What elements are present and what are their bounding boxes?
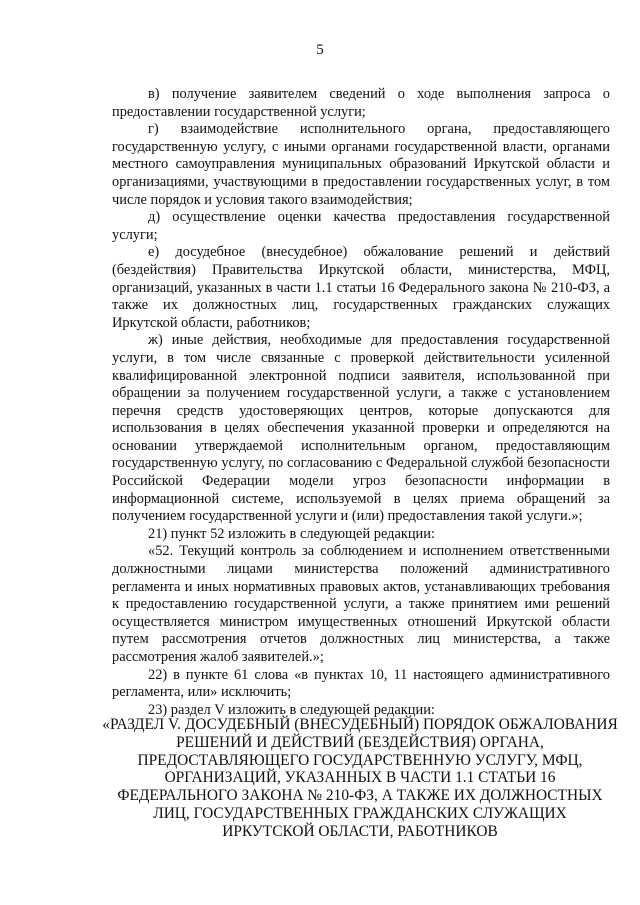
paragraph-d: д) осуществление оценки качества предоставления государственной услуги; bbox=[112, 209, 610, 243]
paragraph-e: е) досудебное (внесудебное) обжалование решений и действий (бездействия) Правительства Иркутской области, министерства, МФЦ, организаций, указанных в части 1.1 статьи 16 Федерального закона № 210-ФЗ, а также их должностных лиц, государственных гражданских служащих Иркутской области, работников; bbox=[112, 244, 610, 331]
paragraph-v: в) получение заявителем сведений о ходе выполнения запроса о предоставлении государственной услуги; bbox=[112, 86, 610, 120]
heading-line: ФЕДЕРАЛЬНОГО ЗАКОНА № 210-ФЗ, А ТАКЖЕ ИХ ДОЛЖНОСТНЫХ bbox=[117, 787, 603, 805]
heading-line: РЕШЕНИЙ И ДЕЙСТВИЙ (БЕЗДЕЙСТВИЯ) ОРГАНА, bbox=[176, 733, 544, 751]
paragraph-item-22: 22) в пункте 61 слова «в пунктах 10, 11 настоящего административного регламента, или» исключить; bbox=[112, 666, 610, 701]
paragraph-point-52: «52. Текущий контроль за соблюдением и исполнением ответственными должностными лицами министерства положений административного регламента и иных нормативных правовых актов, устанавливающих требования к предоставлению государственной услуги, а также принятием ими решений осуществляется министром имущественных отношений Иркутской области путем рассмотрения отчетов должностных лиц министерства, а также рассмотрения жалоб заявителей.»; bbox=[112, 543, 610, 665]
heading-line: ИРКУТСКОЙ ОБЛАСТИ, РАБОТНИКОВ bbox=[222, 822, 498, 840]
heading-line: «РАЗДЕЛ V. ДОСУДЕБНЫЙ (ВНЕСУДЕБНЫЙ) ПОРЯДОК ОБЖАЛОВАНИЯ bbox=[102, 716, 618, 733]
paragraph-item-21: 21) пункт 52 изложить в следующей редакции: bbox=[148, 525, 435, 542]
page-number: 5 bbox=[316, 42, 324, 58]
paragraph-g: г) взаимодействие исполнительного органа, предоставляющего государственную услугу, с иными органами государственной власти, органами местного самоуправления муниципальных образований Иркутской области и организациями, участвующими в предоставлении государственных услуг, в том числе порядок и условия такого взаимодействия; bbox=[112, 121, 610, 208]
heading-line: ПРЕДОСТАВЛЯЮЩЕГО ГОСУДАРСТВЕННУЮ УСЛУГУ, МФЦ, bbox=[137, 751, 583, 769]
section-heading bbox=[100, 716, 620, 841]
heading-line: ЛИЦ, ГОСУДАРСТВЕННЫХ ГРАЖДАНСКИХ СЛУЖАЩИХ bbox=[153, 804, 567, 822]
heading-line: ОРГАНИЗАЦИЙ, УКАЗАННЫХ В ЧАСТИ 1.1 СТАТЬИ 16 bbox=[164, 769, 556, 787]
paragraph-zh: ж) иные действия, необходимые для предоставления государственной услуги, в том числе связанные с проверкой действительности усиленной квалифицированной электронной подписи заявителя, использованной при обращении за получением государственной услуги, а также с установлением перечня средств удостоверяющих центров, которые допускаются для использования в целях обеспечения указанной проверки и определяются на основании утверждаемой исполнительным органом, предоставляющим государственную услугу, по согласованию с Федеральной службой безопасности Российской Федерации модели угроз безопасности информации в информационной системе, используемой в целях приема обращений за получением государственной услуги и (или) предоставления такой услуги.»; bbox=[112, 332, 610, 525]
paragraph-item-23: 23) раздел V изложить в следующей редакции: bbox=[148, 701, 435, 718]
document-body bbox=[112, 86, 610, 719]
